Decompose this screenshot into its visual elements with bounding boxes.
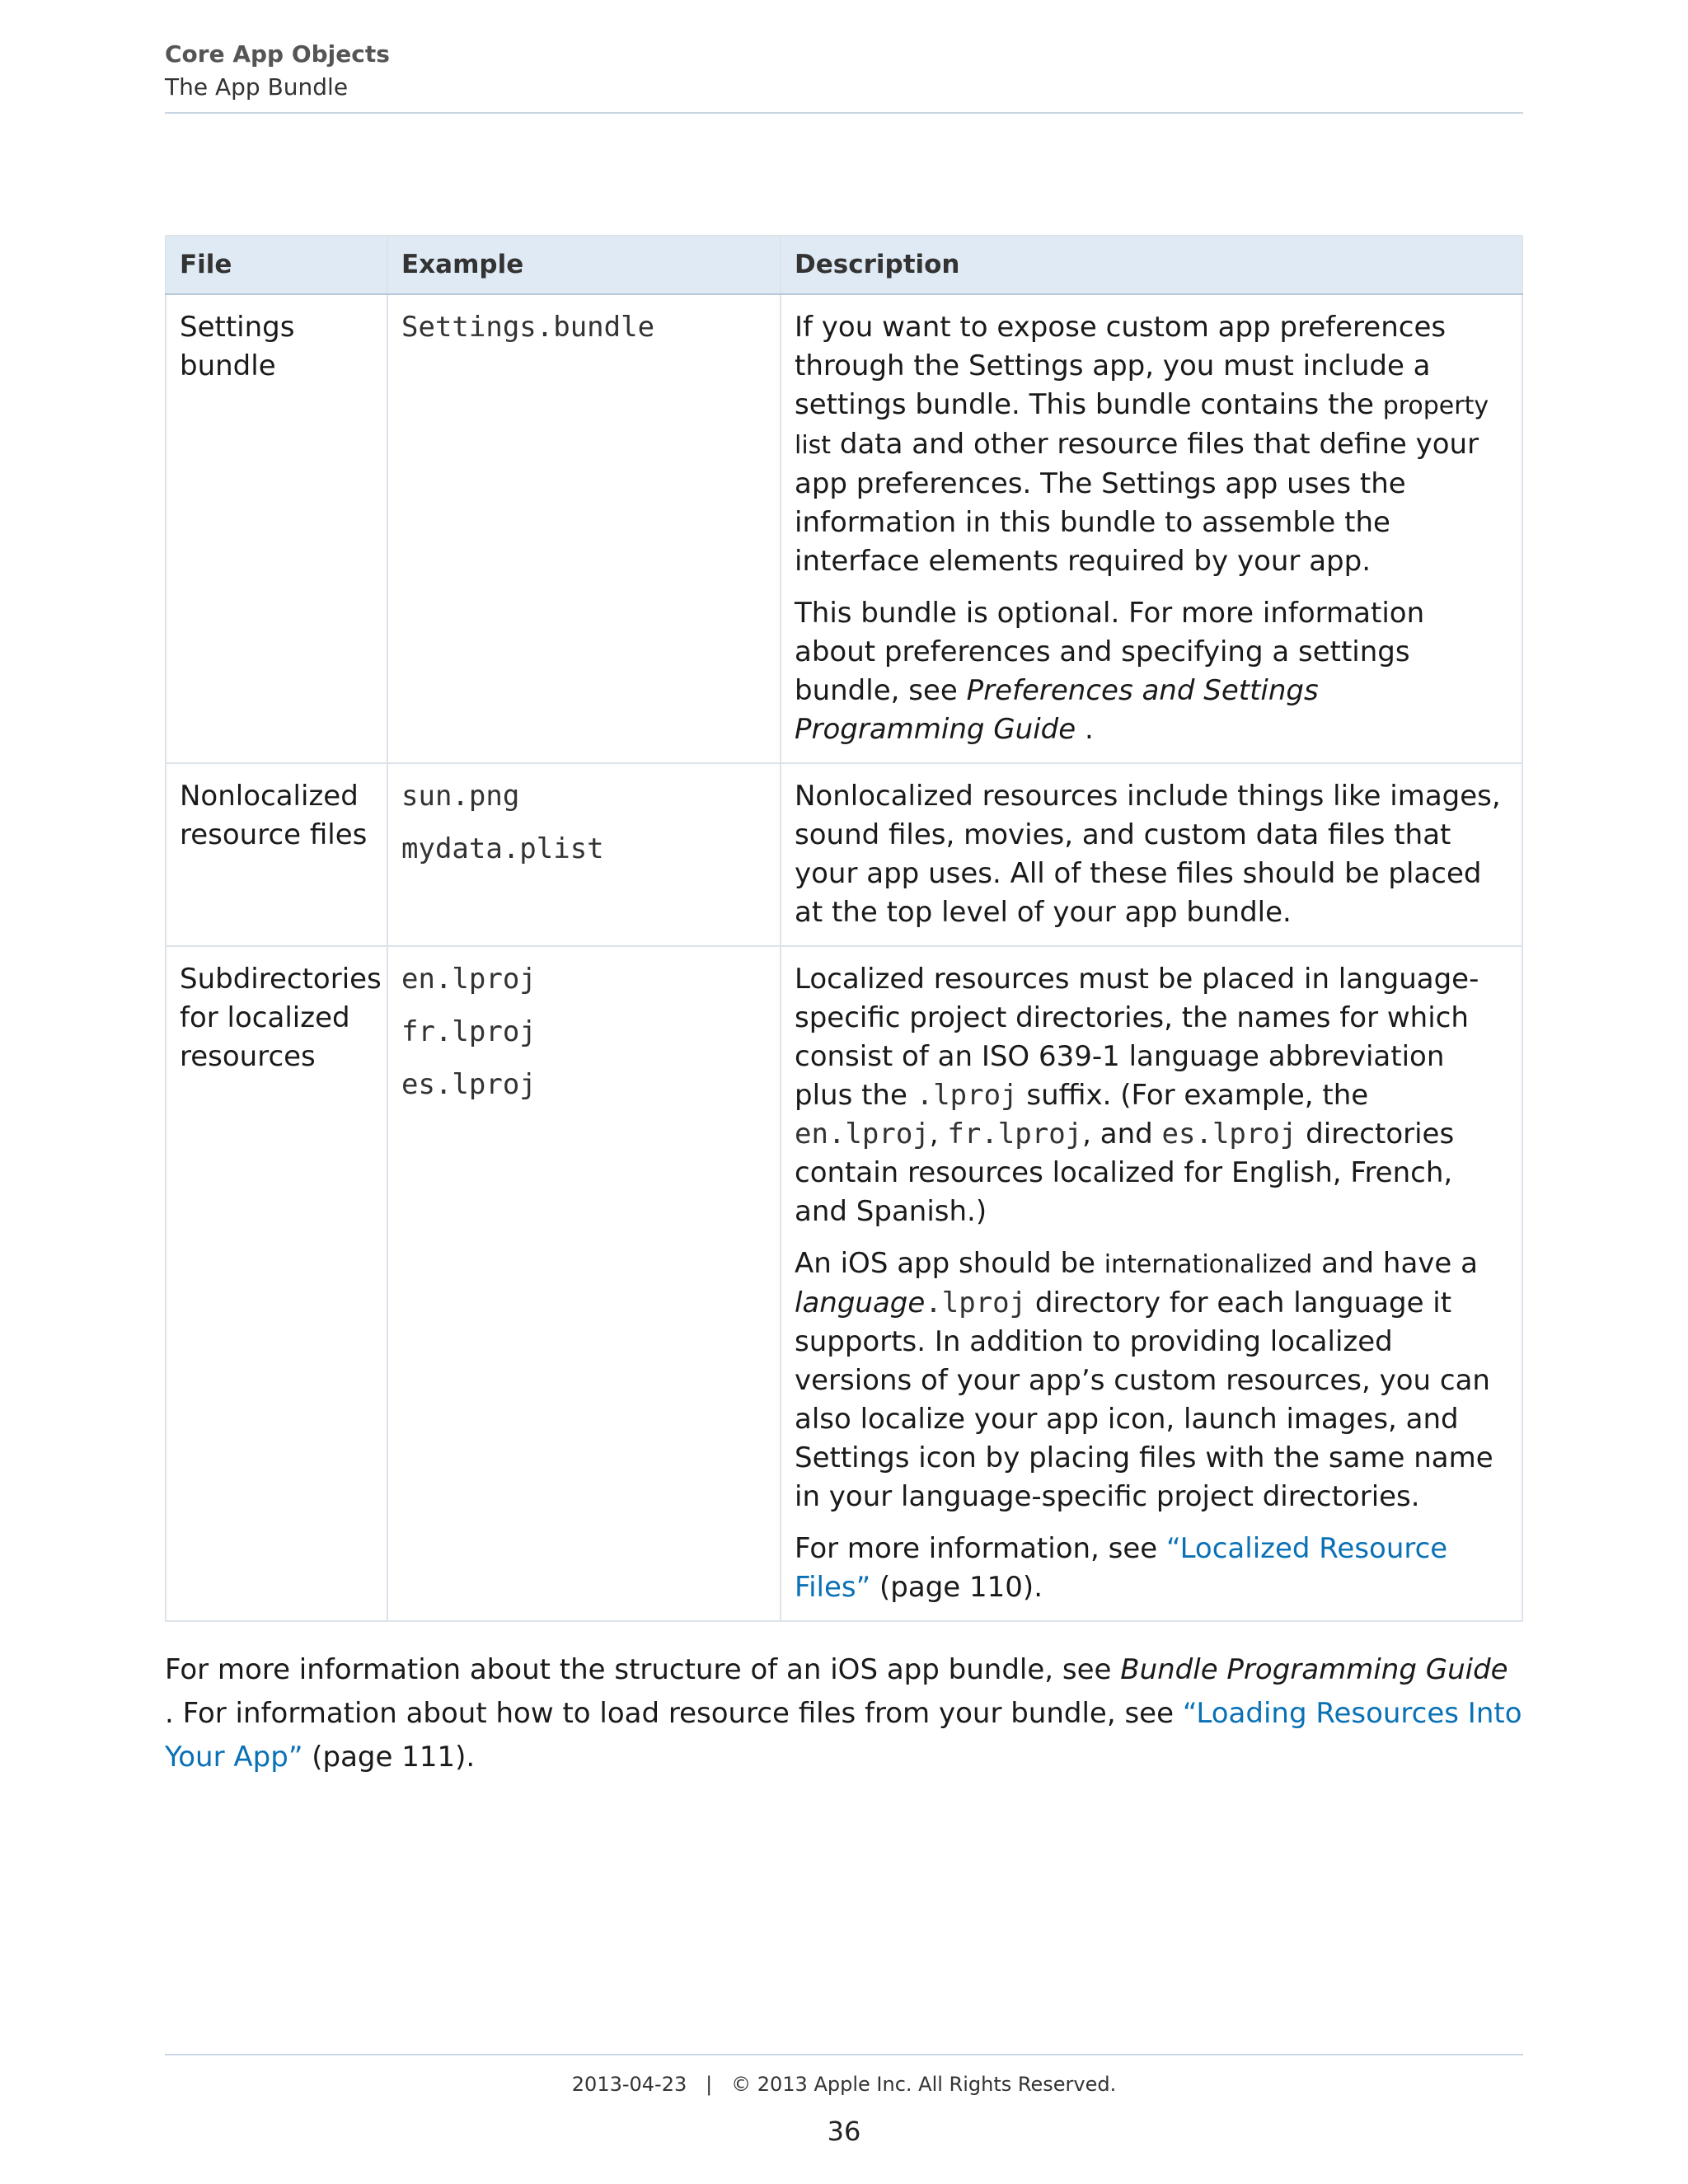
table-row: [166, 763, 1522, 946]
text-run: For more information about the structure of an iOS app bundle, see: [165, 1653, 1121, 1686]
text-run: (page 111).: [302, 1741, 476, 1774]
chapter-title: Core App Objects: [165, 40, 390, 68]
cell-file: Subdirectories for localized resources: [166, 946, 387, 1621]
description-paragraph: Nonlocalized resources include things like images, sound files, movies, and custom data files that your app uses. All of these files should be placed at the top level of your app bundle.: [795, 780, 1501, 929]
cell-file: Nonlocalized resource files: [166, 763, 387, 946]
text-run: ,: [929, 1118, 948, 1151]
example-filename: mydata.plist: [401, 832, 604, 865]
table-header-row: [166, 236, 1522, 294]
page-footer: [165, 2054, 1523, 2149]
example-filename: es.lproj: [401, 1068, 537, 1101]
cell-example: [387, 763, 781, 946]
text-run: , and: [1082, 1118, 1162, 1151]
text-run: This bundle is optional. For more information about preferences and specifying a settings bundle, see: [795, 597, 1425, 707]
example-filename: sun.png: [401, 780, 520, 813]
term-text: property list: [795, 391, 1489, 460]
description-paragraph: [795, 594, 1508, 749]
table-row: [166, 946, 1522, 1621]
description-paragraph: [795, 1244, 1508, 1516]
text-run: and have a: [1312, 1247, 1478, 1280]
text-run: directories contain resources localized for English, French, and Spanish.): [795, 1118, 1455, 1228]
example-filename: en.lproj: [401, 963, 537, 996]
page-number: 36: [827, 2116, 861, 2147]
header-example: Example: [387, 236, 781, 294]
example-filename: Settings.bundle: [401, 311, 655, 344]
text-run: . For information about how to load resource files from your bundle, see: [165, 1697, 1183, 1730]
text-run: data and other resource files that define your app preferences. The Settings app uses the information in this bundle to assemble the interface elements required by your app.: [795, 428, 1479, 578]
example-filename: fr.lproj: [401, 1015, 537, 1048]
description-paragraph: [795, 960, 1508, 1231]
description-paragraph: [795, 1530, 1508, 1607]
header-file: File: [166, 236, 387, 294]
code-text: en.lproj: [795, 1118, 930, 1151]
text-run: .: [1076, 713, 1094, 746]
running-header: [165, 38, 1523, 114]
header-description: Description: [781, 236, 1522, 294]
code-text: es.lproj: [1161, 1118, 1297, 1151]
table-row: [166, 294, 1522, 763]
text-run: directory for each language it supports. In addition to providing localized versions of your app’s custom resources, you can also localize your app icon, launch images, and Settings icon by placing files with the same name in your language-specific project directories.: [795, 1286, 1493, 1513]
text-run: An iOS app should be: [795, 1247, 1104, 1280]
placeholder-text: language: [795, 1286, 926, 1319]
cell-file: Settings bundle: [166, 294, 387, 763]
cell-description: [781, 763, 1522, 946]
localized-resource-files-link[interactable]: “Localized Resource Files”: [795, 1532, 1448, 1604]
cell-description: [781, 294, 1522, 763]
text-run: For more information, see: [795, 1532, 1167, 1565]
description-paragraph: [795, 308, 1508, 581]
loading-resources-link[interactable]: “Loading Resources Into Your App”: [165, 1697, 1522, 1774]
code-text: fr.lproj: [947, 1118, 1083, 1151]
code-text: .lproj: [925, 1286, 1027, 1319]
term-text: internationalized: [1104, 1250, 1313, 1279]
cell-example: [387, 946, 781, 1621]
bundle-files-table: [165, 235, 1523, 1622]
code-text: .lproj: [916, 1079, 1018, 1112]
cell-example: [387, 294, 781, 763]
cell-description: [781, 946, 1522, 1621]
section-title: The App Bundle: [165, 73, 349, 101]
guide-title: Bundle Programming Guide: [1120, 1653, 1508, 1686]
body-paragraph: [165, 1648, 1525, 1779]
text-run: If you want to expose custom app preferences through the Settings app, you must include a settings bundle. This bundle contains the: [795, 311, 1447, 421]
guide-title: Preferences and Settings Programming Guide: [795, 674, 1319, 746]
text-run: suffix. (For example, the: [1017, 1079, 1369, 1112]
text-run: (page 110).: [870, 1571, 1043, 1604]
text-run: Localized resources must be placed in language-specific project directories, the names for which consist of an ISO 639-1 language abbreviation plus the: [795, 963, 1479, 1112]
footer-copyright: 2013-04-23 | © 2013 Apple Inc. All Rights Reserved.: [571, 2073, 1117, 2096]
